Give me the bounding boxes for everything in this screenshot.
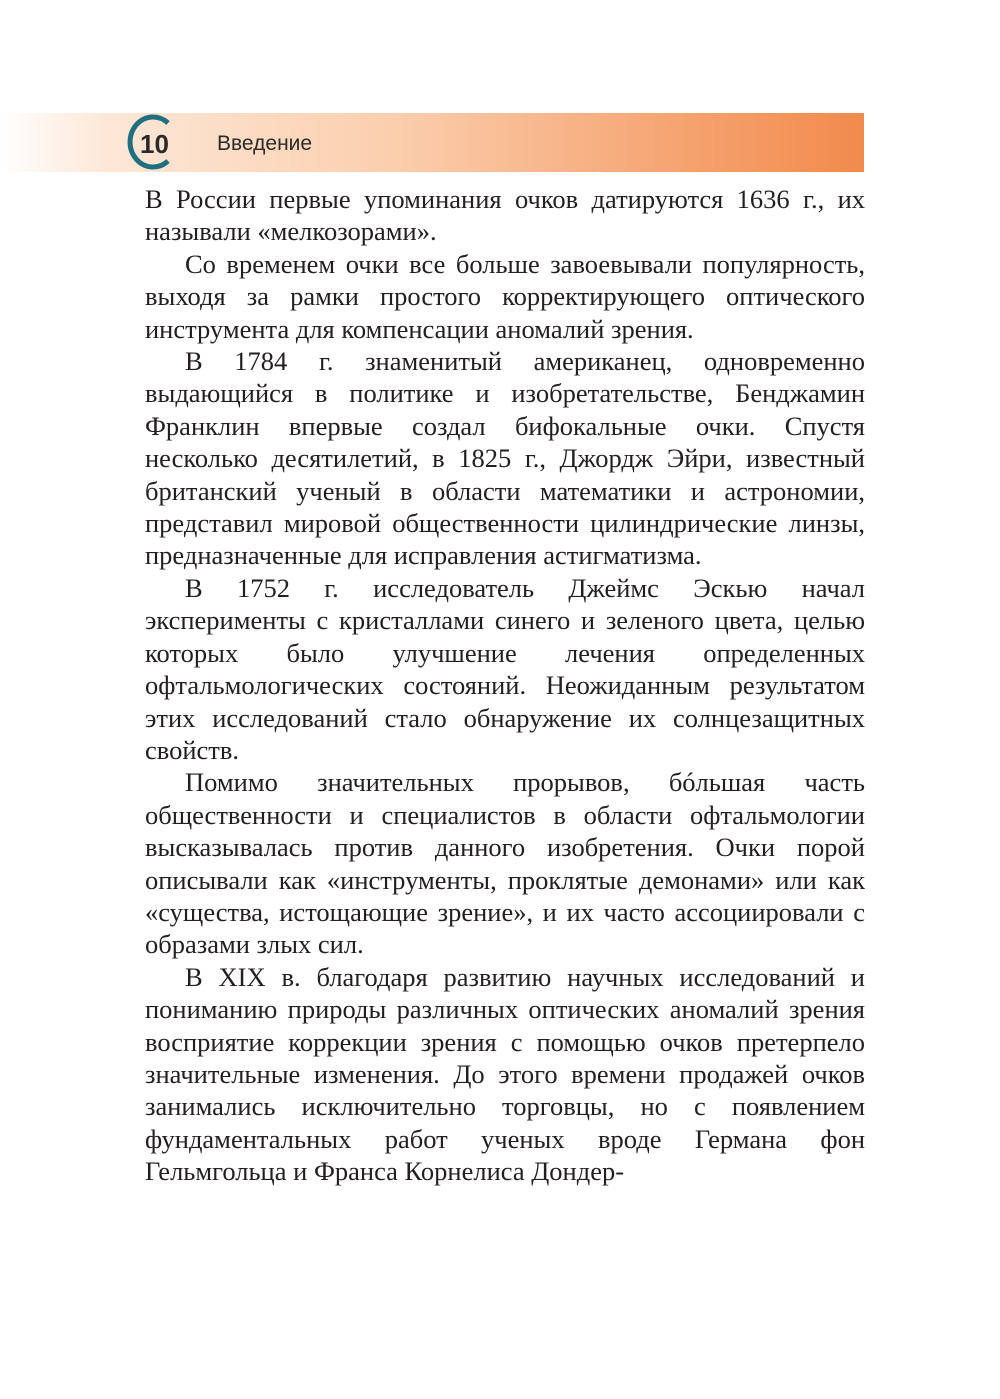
paragraph: В 1752 г. исследователь Джеймс Эскью начал эксперименты с кристаллами синего и зеленого цвета, целью которых было улучшение лечения определенных офтальмологических состояний. Неожиданным результатом этих исследований стало обнаружение их солнцезащитных свойств.	[145, 572, 865, 765]
paragraph: В XIX в. благодаря развитию научных исследований и пониманию природы различных оптических аномалий зрения восприятие коррекции зрения с помощью очков претерпело значительные изменения. До этого времени продажей очков занимались исключительно торговцы, но с появлением фундаментальных работ ученых вроде Германа фон Гельмгольца и Франса Корнелиса Дондер-	[145, 961, 865, 1187]
paragraph: Помимо значительных прорывов, бóльшая часть общественности и специалистов в области офтальмологии высказывалась против данного изобретения. Очки порой описывали как «инструменты, проклятые демонами» или как «существа, истощающие зрение», и их часто ассоциировали с образами злых сил.	[145, 767, 865, 960]
paragraph: В России первые упоминания очков датируются 1636 г., их называли «мелкозорами».	[145, 184, 865, 247]
page-number: 10	[140, 129, 169, 159]
paragraph: В 1784 г. знаменитый американец, одновременно выдающийся в политике и изобретательстве, Бенджамин Франклин впервые создал бифокальные очки. Спустя несколько десятилетий, в 1825 г., Джордж Эйри, известный британский ученый в области математики и астрономии, представил мировой общественности цилиндрические линзы, предназначенные для исправления астигматизма.	[145, 346, 865, 571]
paragraph: Со временем очки все больше завоевывали популярность, выходя за рамки простого корректирующего оптического инструмента для компенсации аномалий зрения.	[145, 248, 865, 344]
body-text	[145, 183, 865, 1188]
section-title: Введение	[217, 132, 313, 155]
